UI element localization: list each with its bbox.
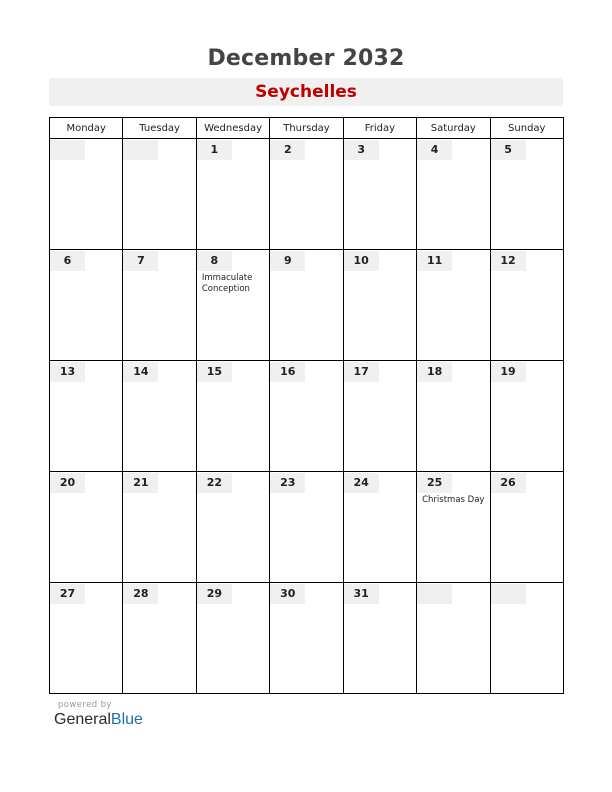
day-number <box>50 140 85 160</box>
day-number: 1 <box>197 140 232 160</box>
weekday-header-wednesday: Wednesday <box>196 118 269 139</box>
day-number: 24 <box>344 473 379 493</box>
day-number: 7 <box>123 251 158 271</box>
day-cell[interactable] <box>123 361 196 472</box>
day-number: 26 <box>491 473 526 493</box>
day-number: 18 <box>417 362 452 382</box>
day-cell[interactable] <box>417 472 490 583</box>
day-cell[interactable] <box>50 583 123 694</box>
calendar-body <box>50 139 564 694</box>
day-cell[interactable] <box>490 250 563 361</box>
day-cell[interactable] <box>196 472 269 583</box>
day-number: 10 <box>344 251 379 271</box>
calendar-week-row <box>50 583 564 694</box>
day-number: 8 <box>197 251 232 271</box>
day-number: 30 <box>270 584 305 604</box>
logo-general-text: General <box>54 711 111 728</box>
day-cell[interactable] <box>417 583 490 694</box>
day-cell[interactable] <box>50 139 123 250</box>
day-cell[interactable] <box>50 250 123 361</box>
calendar-week-row <box>50 361 564 472</box>
day-cell[interactable] <box>270 472 343 583</box>
weekday-header-monday: Monday <box>50 118 123 139</box>
day-cell[interactable] <box>490 583 563 694</box>
day-cell[interactable] <box>417 361 490 472</box>
weekday-header-row <box>50 118 564 139</box>
day-cell[interactable] <box>270 361 343 472</box>
calendar-week-row <box>50 472 564 583</box>
day-number: 4 <box>417 140 452 160</box>
day-number: 15 <box>197 362 232 382</box>
day-number <box>491 584 526 604</box>
day-number: 12 <box>491 251 526 271</box>
day-cell[interactable] <box>490 139 563 250</box>
day-number: 5 <box>491 140 526 160</box>
day-number: 23 <box>270 473 305 493</box>
logo-blue-text: Blue <box>110 711 143 728</box>
calendar-week-row <box>50 139 564 250</box>
day-cell[interactable] <box>50 361 123 472</box>
day-cell[interactable] <box>123 472 196 583</box>
day-number: 27 <box>50 584 85 604</box>
day-number: 29 <box>197 584 232 604</box>
day-cell[interactable] <box>343 139 416 250</box>
country-name: Seychelles <box>255 82 357 102</box>
day-number: 31 <box>344 584 379 604</box>
day-cell[interactable] <box>196 139 269 250</box>
day-cell[interactable] <box>490 472 563 583</box>
day-cell[interactable] <box>343 583 416 694</box>
day-number: 25 <box>417 473 452 493</box>
day-cell[interactable] <box>343 250 416 361</box>
holiday-label: Christmas Day <box>422 495 485 505</box>
day-number: 6 <box>50 251 85 271</box>
weekday-header-thursday: Thursday <box>270 118 343 139</box>
day-cell[interactable] <box>196 361 269 472</box>
weekday-header-saturday: Saturday <box>417 118 490 139</box>
day-number: 16 <box>270 362 305 382</box>
day-number: 17 <box>344 362 379 382</box>
day-cell[interactable] <box>196 250 269 361</box>
page-title: December 2032 <box>207 46 405 71</box>
day-cell[interactable] <box>123 139 196 250</box>
day-number: 9 <box>270 251 305 271</box>
day-number: 28 <box>123 584 158 604</box>
day-cell[interactable] <box>50 472 123 583</box>
day-number: 21 <box>123 473 158 493</box>
day-cell[interactable] <box>270 583 343 694</box>
day-number <box>417 584 452 604</box>
day-cell[interactable] <box>343 472 416 583</box>
day-number: 13 <box>50 362 85 382</box>
day-number: 20 <box>50 473 85 493</box>
weekday-header-friday: Friday <box>343 118 416 139</box>
day-cell[interactable] <box>196 583 269 694</box>
day-number: 2 <box>270 140 305 160</box>
day-cell[interactable] <box>123 250 196 361</box>
generalblue-logo[interactable] <box>54 711 143 729</box>
day-cell[interactable] <box>417 250 490 361</box>
day-number: 3 <box>344 140 379 160</box>
weekday-header-sunday: Sunday <box>490 118 563 139</box>
day-cell[interactable] <box>270 250 343 361</box>
weekday-header-tuesday: Tuesday <box>123 118 196 139</box>
day-cell[interactable] <box>343 361 416 472</box>
day-cell[interactable] <box>123 583 196 694</box>
powered-by-text: powered by <box>58 700 112 710</box>
day-number <box>123 140 158 160</box>
day-number: 22 <box>197 473 232 493</box>
country-banner <box>49 78 563 106</box>
day-number: 14 <box>123 362 158 382</box>
calendar-week-row <box>50 250 564 361</box>
calendar-grid <box>49 117 564 694</box>
day-cell[interactable] <box>490 361 563 472</box>
holiday-label: Immaculate Conception <box>201 273 253 294</box>
day-number: 11 <box>417 251 452 271</box>
day-cell[interactable] <box>417 139 490 250</box>
day-cell[interactable] <box>270 139 343 250</box>
day-number: 19 <box>491 362 526 382</box>
